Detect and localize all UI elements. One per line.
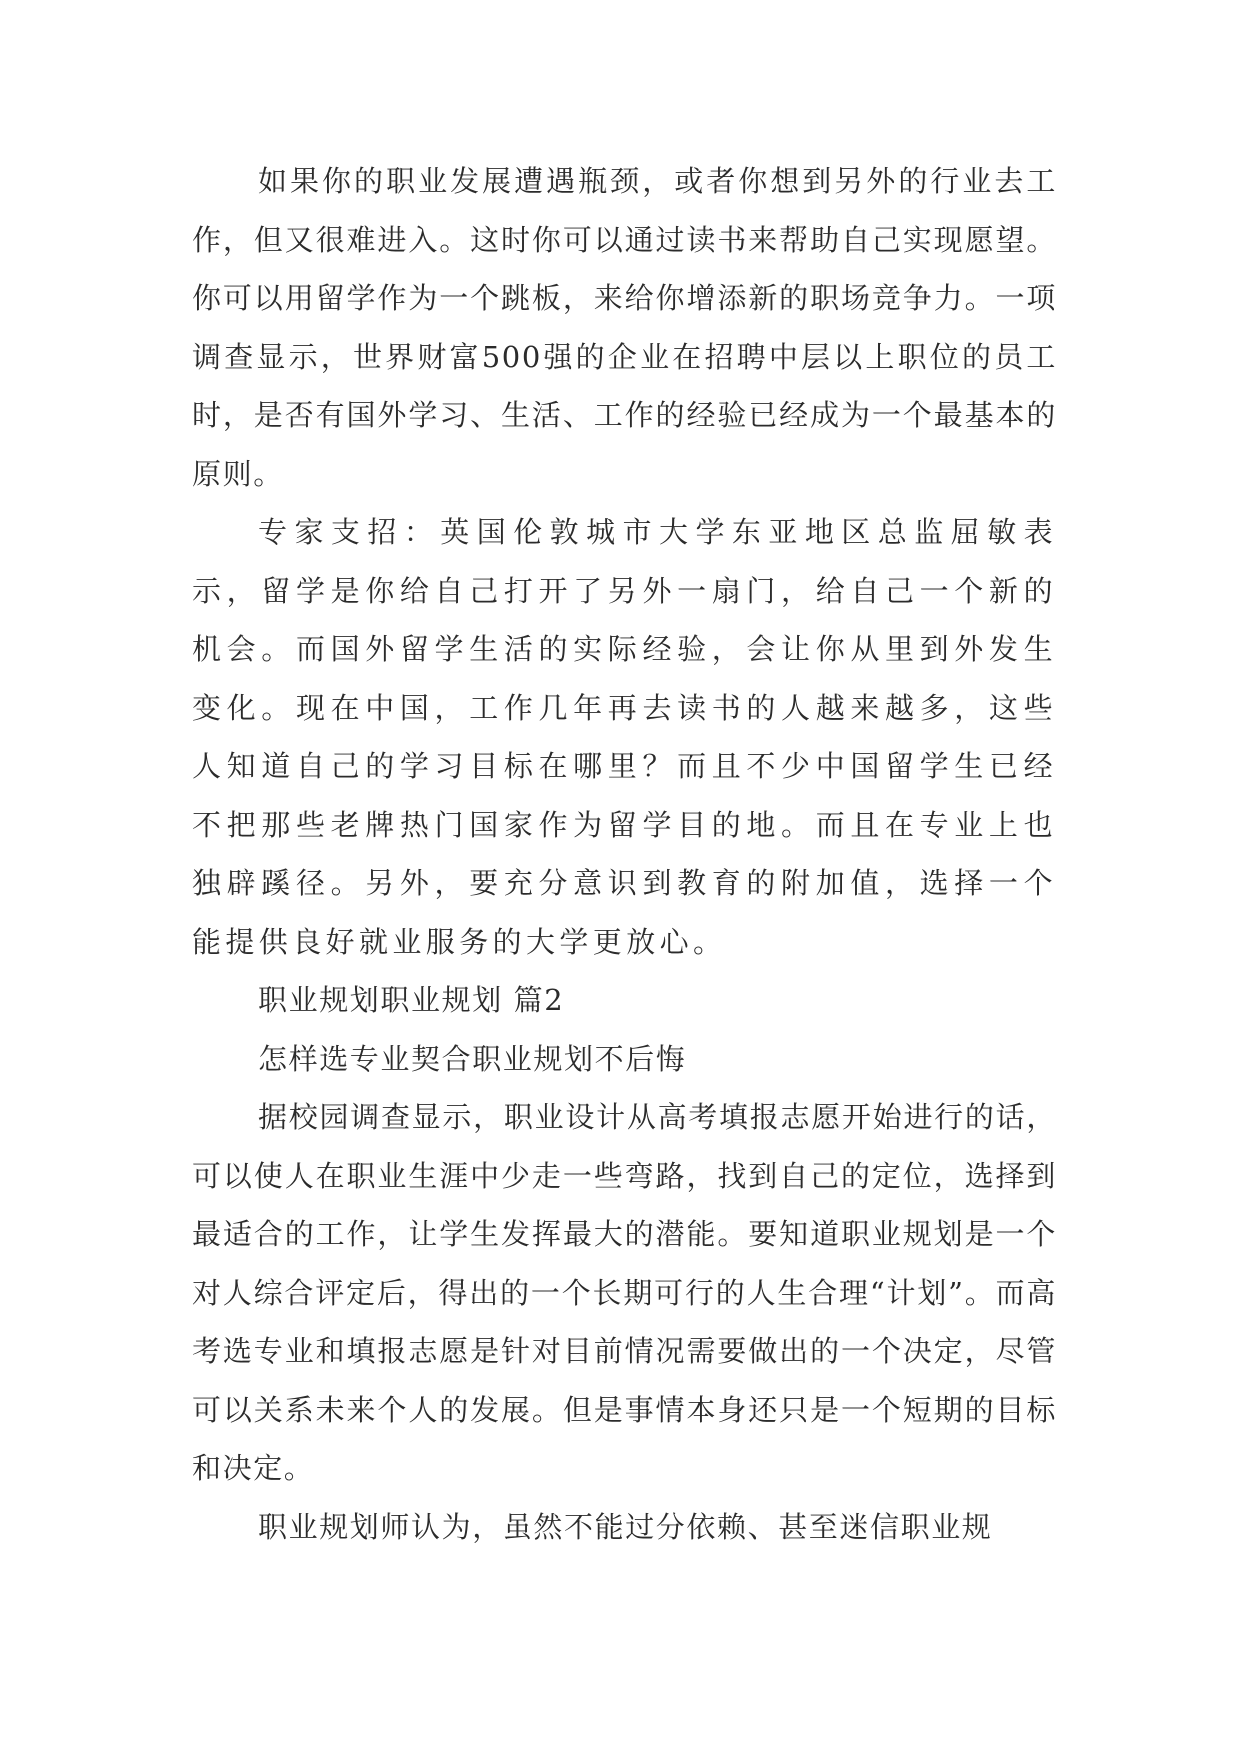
- paragraph-expert-advice: 专家支招：英国伦敦城市大学东亚地区总监屈敏表示，留学是你给自己打开了另外一扇门，给自己一个新的机会。而国外留学生活的实际经验，会让你从里到外发生变化。现在中国，工作几年再去读书的人越来越多，这些人知道自己的学习目标在哪里？而且不少中国留学生已经不把那些老牌热门国家作为留学目的地。而且在专业上也独辟蹊径。另外，要充分意识到教育的附加值，选择一个能提供良好就业服务的大学更放心。: [192, 515, 1057, 959]
- section-subheading: 怎样选专业契合职业规划不后悔: [258, 1041, 687, 1076]
- paragraph-campus-survey: 据校园调查显示，职业设计从高考填报志愿开始进行的话，可以使人在职业生涯中少走一些弯路，找到自己的定位，选择到最适合的工作，让学生发挥最大的潜能。要知道职业规划是一个对人综合评定后，得出的一个长期可行的人生合理“计划”。而高考选专业和填报志愿是针对目前情况需要做出的一个决定，尽管可以关系未来个人的发展。但是事情本身还只是一个短期的目标和决定。: [192, 1100, 1057, 1485]
- paragraph-career-bottleneck: 如果你的职业发展遭遇瓶颈，或者你想到另外的行业去工作，但又很难进入。这时你可以通过读书来帮助自己实现愿望。你可以用留学作为一个跳板，来给你增添新的职场竞争力。一项调查显示，世界财富500强的企业在招聘中层以上职位的员工时，是否有国外学习、生活、工作的经验已经成为一个最基本的原则。: [192, 164, 1057, 491]
- paragraph-planner-view: 职业规划师认为，虽然不能过分依赖、甚至迷信职业规: [258, 1509, 993, 1544]
- section-heading: 职业规划职业规划 篇2: [258, 983, 565, 1017]
- document-body: [192, 152, 1057, 1556]
